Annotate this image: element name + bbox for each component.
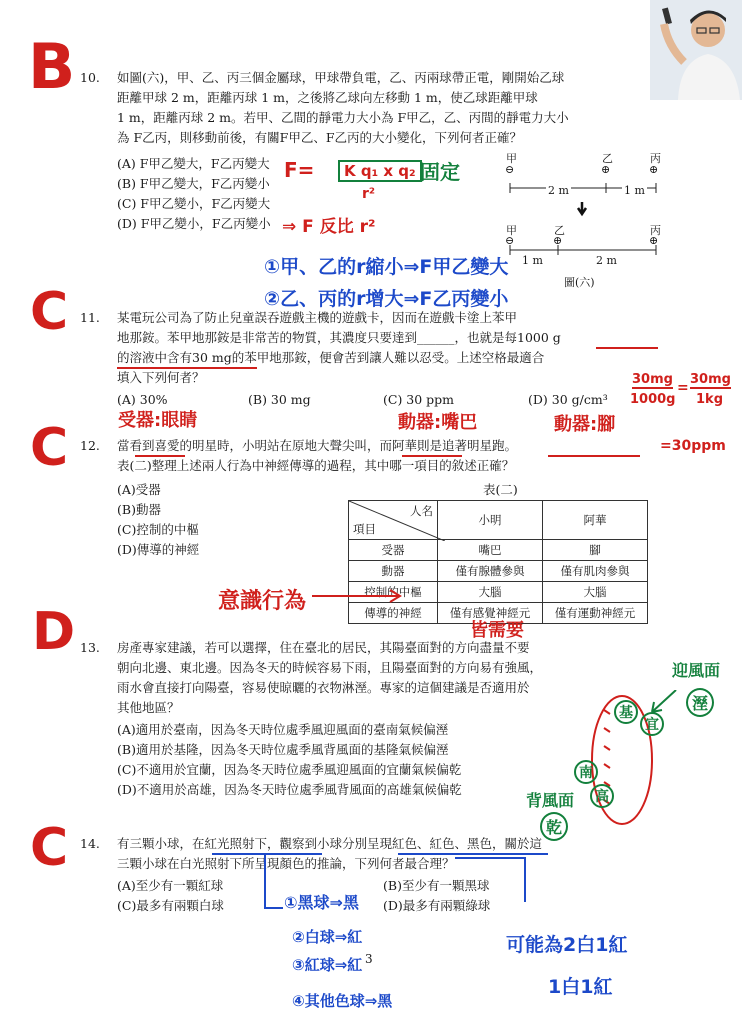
question-number: 14. xyxy=(80,836,100,851)
col-header-xiaoming: 小明 xyxy=(438,501,543,540)
note-ppm: =30ppm xyxy=(660,438,726,454)
q13-option-b[interactable]: (B)適用於基隆，因為冬天時位處季風背風面的基隆氣候偏溼 xyxy=(117,742,449,757)
q14-option-b[interactable]: (B)至少有一顆黑球 xyxy=(383,878,490,893)
note-eq: = xyxy=(677,380,689,396)
row-item: 控制的中樞 xyxy=(349,582,438,603)
q10-option-d[interactable]: (D) F甲乙變小，F乙丙變小 xyxy=(117,216,271,231)
question-14-line2: 三顆小球在白光照射下所呈現顏色的推論，下列何者最合理？ xyxy=(117,856,455,871)
note-proportional: ⇒ F 反比 r² xyxy=(282,217,376,237)
corner-bottom-label: 項目 xyxy=(353,522,376,536)
question-10-line1: 如圖(六)，甲、乙、丙三個金屬球，甲球帶負電，乙、丙兩球帶正電，剛開始乙球 xyxy=(117,70,565,85)
col-header-ahua: 阿華 xyxy=(543,501,648,540)
fig-label-jia-bottom: 甲 xyxy=(506,224,517,237)
question-11-line4: 填入下列何者？ xyxy=(117,370,205,385)
fig-sign-pos: ⊕ xyxy=(649,163,659,176)
q11-option-b[interactable]: (B) 30 mg xyxy=(248,392,311,407)
cell: 僅有感覺神經元 xyxy=(438,603,543,624)
note-q14-4: ④其他色球⇒黑 xyxy=(292,992,393,1010)
q11-option-c[interactable]: (C) 30 ppm xyxy=(383,392,455,407)
question-10-line2: 距離甲球 2 m，距離丙球 1 m，之後將乙球向左移動 1 m，使乙球距離甲球 xyxy=(117,90,538,105)
fig-dist-bottom-2: 2 m xyxy=(596,254,617,267)
question-number: 13. xyxy=(80,640,100,655)
table-row xyxy=(349,561,648,582)
q10-option-a[interactable]: (A) F甲乙變大，F乙丙變大 xyxy=(117,156,270,171)
cell: 腳 xyxy=(543,540,648,561)
fig-sign-neg: ⊖ xyxy=(505,163,515,176)
note-effector-foot: 動器:腳 xyxy=(554,414,616,435)
note-both-needed: 皆需要 xyxy=(470,620,524,641)
note-city-kaohsiung: 高 xyxy=(590,784,614,808)
question-10-line4: 為 F乙丙，則移動前後，有關F甲乙、F乙丙的大小變化，下列何者正確？ xyxy=(117,130,522,145)
fig-sign-pos: ⊕ xyxy=(649,234,659,247)
fig-dist-top-2: 1 m xyxy=(624,184,645,197)
note-windward: 迎風面 xyxy=(672,661,721,680)
question-11-line2: 地那銨。苯甲地那銨是非常苦的物質，其濃度只要達到______，也就是每1000 g xyxy=(117,330,561,345)
table-2-title: 表(二) xyxy=(483,482,518,497)
fig-label-yi-top: 乙 xyxy=(602,152,613,165)
fig-sign-pos: ⊕ xyxy=(553,234,563,247)
answer-mark-q13: D xyxy=(32,602,76,662)
fig-sign-neg: ⊖ xyxy=(505,234,515,247)
answer-mark-q12: C xyxy=(30,418,69,478)
note-fixed: 固定 xyxy=(420,160,460,184)
question-11-line1: 某電玩公司為了防止兒童誤吞遊戲主機的遊戲卡，因而在遊戲卡塗上苯甲 xyxy=(117,310,518,325)
q13-option-c[interactable]: (C)不適用於宜蘭，因為冬天時位處季風迎風面的宜蘭氣候偏乾 xyxy=(117,762,462,777)
note-conscious-behavior: 意識行為 xyxy=(218,589,307,614)
q11-option-d[interactable]: (D) 30 g/cm³ xyxy=(528,392,608,407)
note-q10-2: ②乙、丙的r增大⇒F乙丙變小 xyxy=(264,288,509,310)
note-q14-5: 可能為2白1紅 xyxy=(506,934,628,956)
note-formula-box: K q₁ x q₂ xyxy=(338,160,422,182)
q10-option-c[interactable]: (C) F甲乙變小，F乙丙變大 xyxy=(117,196,271,211)
q13-option-a[interactable]: (A)適用於臺南，因為冬天時位處季風迎風面的臺南氣候偏溼 xyxy=(117,722,449,737)
note-receptor-eye: 受器:眼睛 xyxy=(118,410,198,431)
arrow-to-table xyxy=(310,586,410,606)
question-10 xyxy=(82,68,682,148)
q12-option-b[interactable]: (B)動器 xyxy=(117,502,161,517)
question-number: 10. xyxy=(80,70,100,85)
underline-mark xyxy=(402,455,462,457)
note-dry: 乾 xyxy=(540,812,568,841)
note-frac1-bot: 1000g xyxy=(630,392,676,407)
fig-label-bing-bottom: 丙 xyxy=(650,224,661,237)
note-leeward: 背風面 xyxy=(526,791,575,810)
question-11-line3: 的溶液中含有30 mg的苯甲地那銨，便會苦到讓人難以忍受。上述空格最適合 xyxy=(117,350,545,365)
q12-option-d[interactable]: (D)傳導的神經 xyxy=(117,542,200,557)
note-formula-denom: r² xyxy=(362,186,376,202)
question-12-line1: 當看到喜愛的明星時，小明站在原地大聲尖叫，而阿華則是追著明星跑。 xyxy=(117,438,518,453)
row-item: 受器 xyxy=(349,540,438,561)
cell: 僅有腺體參與 xyxy=(438,561,543,582)
question-number: 11. xyxy=(80,310,100,325)
page-number: 3 xyxy=(365,952,373,966)
question-14-line1: 有三顆小球，在紅光照射下，觀察到小球分別呈現紅色、紅色、黑色，關於這 xyxy=(117,836,543,851)
table-row xyxy=(349,540,648,561)
question-12-line2: 表(二)整理上述兩人行為中神經傳導的過程，其中哪一項目的敘述正確？ xyxy=(117,458,515,473)
q14-option-d[interactable]: (D)最多有兩顆綠球 xyxy=(383,898,491,913)
q14-option-a[interactable]: (A)至少有一顆紅球 xyxy=(117,878,224,893)
answer-mark-q10: B xyxy=(28,30,76,103)
q14-option-c[interactable]: (C)最多有兩顆白球 xyxy=(117,898,224,913)
note-city-keelung: 基 xyxy=(614,700,638,724)
question-13-line1: 房產專家建議，若可以選擇，住在臺北的居民，其陽臺面對的方向盡量不要 xyxy=(117,640,530,655)
cell: 嘴巴 xyxy=(438,540,543,561)
q13-option-d[interactable]: (D)不適用於高雄，因為冬天時位處季風背風面的高雄氣候偏乾 xyxy=(117,782,462,797)
fig-label-jia-top: 甲 xyxy=(506,152,517,165)
underline-mark xyxy=(135,455,185,457)
underline-mark xyxy=(596,347,658,349)
question-13-line3: 雨水會直接打向陽臺，容易使晾曬的衣物淋溼。專家的這個建議是否適用於 xyxy=(117,680,530,695)
answer-mark-q11: C xyxy=(30,282,69,342)
note-frac2-bot: 1kg xyxy=(696,392,723,407)
q11-option-a[interactable]: (A) 30% xyxy=(117,392,168,407)
underline-mark xyxy=(548,455,640,457)
question-13-line2: 朝向北邊、東北邊。因為冬天的時候容易下雨，且陽臺面對的方向易有強風， xyxy=(117,660,543,675)
q12-option-c[interactable]: (C)控制的中樞 xyxy=(117,522,199,537)
cell: 僅有運動神經元 xyxy=(543,603,648,624)
row-item: 傳導的神經 xyxy=(349,603,438,624)
corner-top-label: 人名 xyxy=(410,504,433,518)
note-city-tainan: 南 xyxy=(574,760,598,784)
figure-6 xyxy=(498,150,668,290)
question-10-line3: 1 m，距離丙球 2 m。若甲、乙間的靜電力大小為 F甲乙，乙、丙間的靜電力大小 xyxy=(117,110,569,125)
underline-mark xyxy=(117,367,257,369)
note-frac2-top: 30mg xyxy=(690,372,731,387)
answer-mark-q14: C xyxy=(30,818,69,878)
question-13-line4: 其他地區？ xyxy=(117,700,180,715)
fig-dist-bottom-1: 1 m xyxy=(522,254,543,267)
q12-option-a[interactable]: (A)受器 xyxy=(117,482,161,497)
note-city-yilan: 宜 xyxy=(640,712,664,736)
question-number: 12. xyxy=(80,438,100,453)
note-wet: 溼 xyxy=(686,688,714,717)
fig-sign-pos: ⊕ xyxy=(601,163,611,176)
cell: 大腦 xyxy=(543,582,648,603)
table-corner xyxy=(349,501,438,540)
note-q10-1: ①甲、乙的r縮小⇒F甲乙變大 xyxy=(264,256,509,278)
note-q14-1: ①黑球⇒黑 xyxy=(284,893,359,912)
cell: 大腦 xyxy=(438,582,543,603)
question-11 xyxy=(82,308,682,388)
figure-lines xyxy=(498,150,668,290)
fig-label-yi-bottom: 乙 xyxy=(554,224,565,237)
fig-dist-top-1: 2 m xyxy=(548,184,569,197)
q10-option-b[interactable]: (B) F甲乙變大，F乙丙變小 xyxy=(117,176,270,191)
fig-label-bing-top: 丙 xyxy=(650,152,661,165)
note-effector-mouth: 動器:嘴巴 xyxy=(398,412,478,433)
note-q14-6: 1白1紅 xyxy=(548,976,613,998)
cell: 僅有肌肉參與 xyxy=(543,561,648,582)
note-frac1-top: 30mg xyxy=(632,372,673,387)
note-q14-3: ③紅球⇒紅 xyxy=(292,956,363,974)
row-item: 動器 xyxy=(349,561,438,582)
note-formula-f: F= xyxy=(284,158,315,182)
figure-caption: 圖(六) xyxy=(564,276,595,289)
note-q14-2: ②白球⇒紅 xyxy=(292,928,363,946)
